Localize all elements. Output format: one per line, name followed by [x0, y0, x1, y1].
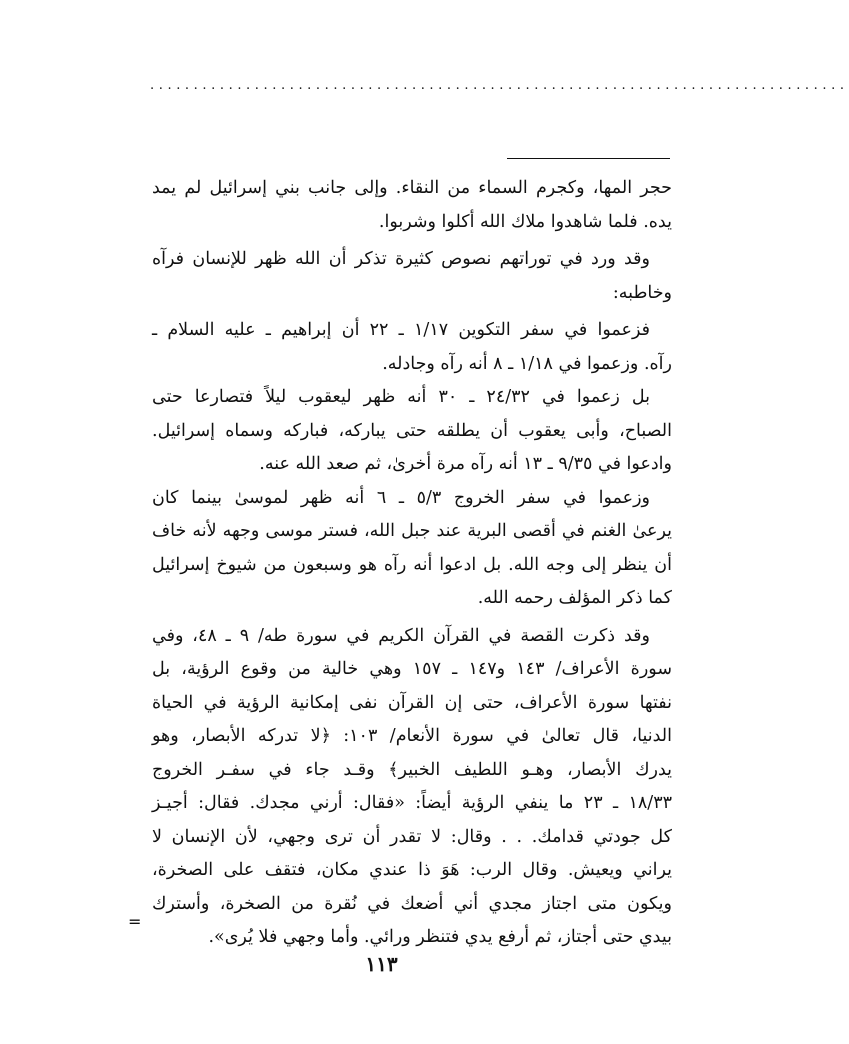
page-number: ١١٣: [365, 952, 398, 976]
text-line: بل زعموا في ٢٤/٣٢ ـ ٣٠ أنه ظهر ليعقوب ليلاً فتصارعا حتى: [152, 387, 650, 407]
text-line: نفتها سورة الأعراف، حتى إن القرآن نفى إمكانية الرؤية في الحياة: [152, 692, 672, 713]
text-line: ١٨/٣٣ ـ ٢٣ ما ينفي الرؤية أيضاً: «فقال: أرني مجدك. فقال: أجيـز: [152, 793, 672, 813]
text-line: وخاطبه:: [612, 282, 672, 303]
text-line: وزعموا في سفر الخروج ٥/٣ ـ ٦ أنه ظهر لموسىٰ بينما كان: [152, 487, 650, 508]
text-line: الدنيا، قال تعالىٰ في سورة الأنعام/ ١٠٣: ﴿لا تدركه الأبصار، وهو: [152, 726, 672, 746]
text-line: يرعىٰ الغنم في أقصى البرية عند جبل الله، فستر موسى وجهه لأنه خاف: [152, 521, 672, 541]
text-line: وقد ذكرت القصة في القرآن الكريم في سورة طه/ ٩ ـ ٤٨، وفي: [152, 625, 650, 646]
page-text: [152, 172, 672, 955]
text-line: وقد ورد في توراتهم نصوص كثيرة تذكر أن الله ظهر للإنسان فرآه: [152, 249, 650, 269]
text-line: يدرك الأبصار، وهـو اللطيف الخبير﴾ وقـد جاء في سفـر الخروج: [152, 759, 672, 780]
text-line: يده. فلما شاهدوا ملاك الله أكلوا وشربوا.: [378, 211, 672, 232]
text-line: بيدي حتى أجتاز، ثم أرفع يدي فتنظر ورائي. وأما وجهي فلا يُرى».: [208, 927, 672, 947]
text-line: أن ينظر إلى وجه الله. بل ادعوا أنه رآه هو وسبعون من شيوخ إسرائيل: [152, 554, 672, 575]
text-line: رآه. وزعموا في ١/١٨ ـ ٨ أنه رآه وجادله.: [382, 353, 672, 374]
text-line: حجر المها، وكجرم السماء من النقاء. وإلى جانب بني إسرائيل لم يمد: [152, 178, 672, 198]
text-line: وادعوا في ٩/٣٥ ـ ١٣ أنه رآه مرة أخرىٰ، ثم صعد الله عنه.: [259, 454, 672, 474]
text-line: الصباح، وأبى يعقوب أن يطلقه حتى يباركه، فباركه وسماه إسرائيل.: [152, 420, 672, 441]
text-line: كما ذكر المؤلف رحمه الله.: [477, 588, 672, 608]
dotted-separator: ................................................................................: [150, 78, 849, 93]
text-line: كل جودتي قدامك. . . وقال: لا تقدر أن ترى وجهي، لأن الإنسان لا: [152, 826, 672, 847]
text-line: سورة الأعراف/ ١٤٣ و١٤٧ ـ ١٥٧ وهي خالية من وقوع الرؤية، بل: [152, 659, 672, 679]
text-line: ويكون متى اجتاز مجدي أني أضعك في نُقرة من الصخرة، وأسترك: [152, 893, 672, 914]
text-line: فزعموا في سفر التكوين ١/١٧ ـ ٢٢ أن إبراهيم ـ عليه السلام ـ: [152, 320, 650, 340]
footnote-rule: [507, 158, 670, 159]
text-line: يراني ويعيش. وقال الرب: هَوَ ذا عندي مكان، فتقف على الصخرة،: [152, 860, 672, 880]
continuation-marker: =: [128, 912, 142, 931]
